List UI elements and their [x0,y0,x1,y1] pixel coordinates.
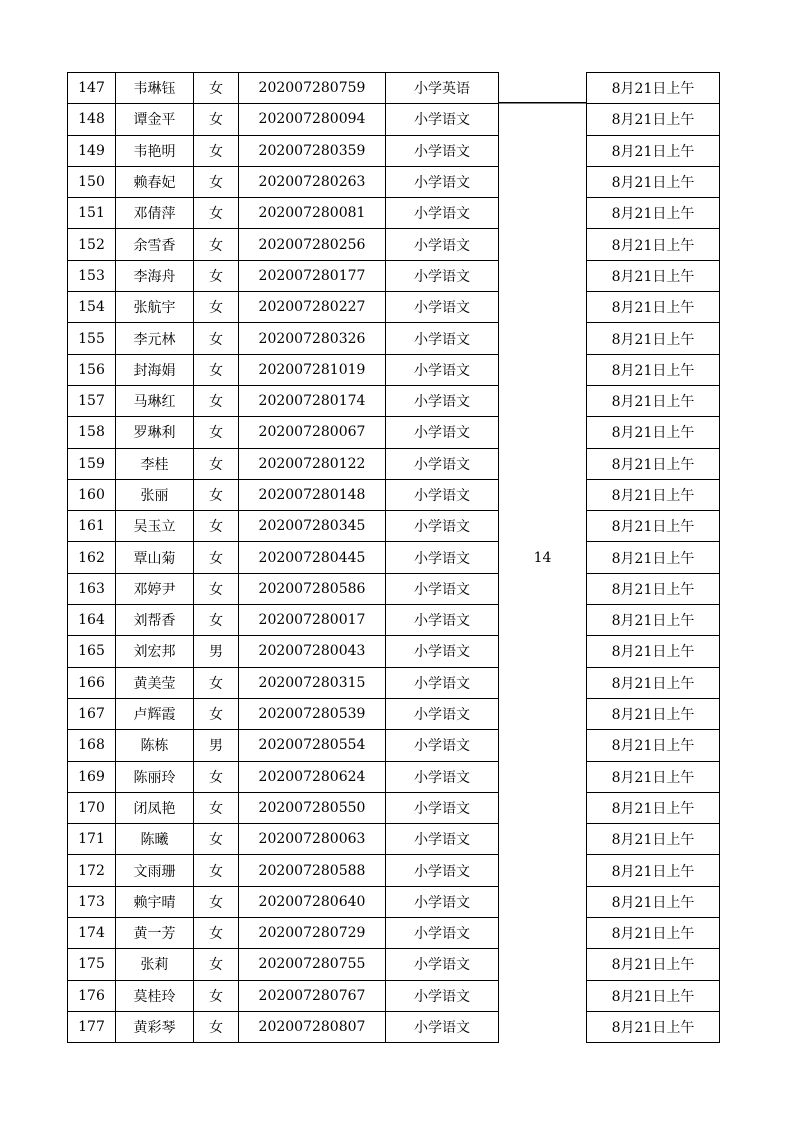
admission-ticket-number: 202007280539 [239,698,386,729]
exam-subject: 小学语文 [386,511,499,542]
candidate-name: 李桂 [116,448,194,479]
table-row [68,135,720,166]
row-number: 148 [68,104,116,135]
row-number: 161 [68,511,116,542]
row-number: 165 [68,636,116,667]
admission-ticket-number: 202007280767 [239,980,386,1011]
candidate-gender: 女 [194,323,239,354]
row-number: 164 [68,605,116,636]
admission-ticket-number: 202007280554 [239,730,386,761]
table-row [68,573,720,604]
exam-time: 8月21日上午 [587,323,720,354]
admission-ticket-number: 202007281019 [239,354,386,385]
admission-ticket-number: 202007280081 [239,198,386,229]
row-number: 168 [68,730,116,761]
admission-ticket-number: 202007280445 [239,542,386,573]
admission-ticket-number: 202007280017 [239,605,386,636]
exam-subject: 小学语文 [386,573,499,604]
candidate-name: 张航宇 [116,292,194,323]
table-row [68,824,720,855]
row-number: 162 [68,542,116,573]
candidate-gender: 女 [194,667,239,698]
candidate-gender: 女 [194,292,239,323]
exam-subject: 小学语文 [386,636,499,667]
row-number: 157 [68,385,116,416]
row-number: 177 [68,1011,116,1042]
exam-time: 8月21日上午 [587,354,720,385]
candidate-gender: 女 [194,166,239,197]
candidate-name: 赖宇晴 [116,886,194,917]
table-row [68,323,720,354]
exam-room-number: 14 [499,73,587,1043]
candidate-gender: 女 [194,573,239,604]
exam-subject: 小学语文 [386,730,499,761]
table-row [68,511,720,542]
admission-ticket-number: 202007280550 [239,792,386,823]
row-number: 163 [68,573,116,604]
row-number: 158 [68,417,116,448]
table-row [68,792,720,823]
candidate-name: 吴玉立 [116,511,194,542]
candidate-name: 陈栋 [116,730,194,761]
admission-ticket-number: 202007280263 [239,166,386,197]
candidate-gender: 女 [194,761,239,792]
exam-subject: 小学语文 [386,698,499,729]
admission-ticket-number: 202007280759 [239,73,386,104]
candidate-gender: 女 [194,260,239,291]
exam-subject: 小学语文 [386,354,499,385]
exam-subject: 小学语文 [386,667,499,698]
exam-roster-table [67,72,720,1043]
candidate-name: 刘宏邦 [116,636,194,667]
candidate-name: 余雪香 [116,229,194,260]
exam-subject: 小学语文 [386,292,499,323]
candidate-gender: 女 [194,886,239,917]
exam-subject: 小学语文 [386,761,499,792]
candidate-name: 黄美莹 [116,667,194,698]
exam-subject: 小学语文 [386,198,499,229]
row-number: 153 [68,260,116,291]
table-row [68,166,720,197]
admission-ticket-number: 202007280807 [239,1011,386,1042]
row-number: 175 [68,949,116,980]
exam-subject: 小学语文 [386,229,499,260]
row-number: 160 [68,479,116,510]
exam-time: 8月21日上午 [587,292,720,323]
row-number: 170 [68,792,116,823]
row-number: 159 [68,448,116,479]
admission-ticket-number: 202007280148 [239,479,386,510]
row-number: 156 [68,354,116,385]
exam-subject: 小学语文 [386,323,499,354]
candidate-gender: 女 [194,104,239,135]
exam-time: 8月21日上午 [587,792,720,823]
admission-ticket-number: 202007280067 [239,417,386,448]
row-number: 149 [68,135,116,166]
candidate-name: 罗琳利 [116,417,194,448]
admission-ticket-number: 202007280586 [239,573,386,604]
exam-time: 8月21日上午 [587,385,720,416]
candidate-gender: 女 [194,949,239,980]
candidate-name: 陈曦 [116,824,194,855]
admission-ticket-number: 202007280624 [239,761,386,792]
admission-ticket-number: 202007280174 [239,385,386,416]
exam-subject: 小学语文 [386,855,499,886]
exam-subject: 小学语文 [386,605,499,636]
candidate-name: 张丽 [116,479,194,510]
candidate-gender: 女 [194,448,239,479]
exam-time: 8月21日上午 [587,730,720,761]
candidate-gender: 女 [194,479,239,510]
candidate-gender: 女 [194,605,239,636]
admission-ticket-number: 202007280345 [239,511,386,542]
exam-time: 8月21日上午 [587,918,720,949]
admission-ticket-number: 202007280227 [239,292,386,323]
candidate-name: 文雨珊 [116,855,194,886]
exam-time: 8月21日上午 [587,667,720,698]
candidate-name: 卢辉霞 [116,698,194,729]
candidate-gender: 女 [194,385,239,416]
admission-ticket-number: 202007280043 [239,636,386,667]
exam-time: 8月21日上午 [587,260,720,291]
table-row [68,542,720,573]
exam-time: 8月21日上午 [587,73,720,104]
admission-ticket-number: 202007280326 [239,323,386,354]
candidate-gender: 女 [194,792,239,823]
table-row [68,198,720,229]
candidate-name: 闭凤艳 [116,792,194,823]
exam-subject: 小学语文 [386,918,499,949]
admission-ticket-number: 202007280640 [239,886,386,917]
candidate-gender: 女 [194,354,239,385]
admission-ticket-number: 202007280755 [239,949,386,980]
table-row [68,1011,720,1042]
table-row [68,667,720,698]
candidate-gender: 女 [194,855,239,886]
exam-time: 8月21日上午 [587,573,720,604]
table-row [68,479,720,510]
candidate-gender: 女 [194,511,239,542]
candidate-name: 赖春妃 [116,166,194,197]
candidate-gender: 女 [194,698,239,729]
exam-subject: 小学语文 [386,1011,499,1042]
row-number: 172 [68,855,116,886]
exam-time: 8月21日上午 [587,886,720,917]
exam-time: 8月21日上午 [587,511,720,542]
exam-subject: 小学语文 [386,385,499,416]
row-number: 152 [68,229,116,260]
candidate-name: 张莉 [116,949,194,980]
table-row [68,886,720,917]
exam-subject: 小学语文 [386,417,499,448]
candidate-gender: 女 [194,918,239,949]
row-number: 150 [68,166,116,197]
exam-subject: 小学语文 [386,542,499,573]
exam-subject: 小学语文 [386,980,499,1011]
candidate-name: 黄一芳 [116,918,194,949]
admission-ticket-number: 202007280063 [239,824,386,855]
table-row [68,354,720,385]
table-row [68,698,720,729]
candidate-name: 韦艳明 [116,135,194,166]
table-row [68,229,720,260]
exam-subject: 小学语文 [386,260,499,291]
row-number: 173 [68,886,116,917]
exam-subject: 小学语文 [386,135,499,166]
candidate-name: 覃山菊 [116,542,194,573]
admission-ticket-number: 202007280177 [239,260,386,291]
exam-time: 8月21日上午 [587,417,720,448]
candidate-name: 邓倩萍 [116,198,194,229]
admission-ticket-number: 202007280256 [239,229,386,260]
exam-time: 8月21日上午 [587,104,720,135]
exam-subject: 小学英语 [386,73,499,104]
exam-time: 8月21日上午 [587,761,720,792]
admission-ticket-number: 202007280729 [239,918,386,949]
exam-subject: 小学语文 [386,792,499,823]
exam-subject: 小学语文 [386,886,499,917]
exam-subject: 小学语文 [386,949,499,980]
table-row [68,448,720,479]
candidate-name: 黄彩琴 [116,1011,194,1042]
row-number: 174 [68,918,116,949]
row-number: 176 [68,980,116,1011]
exam-time: 8月21日上午 [587,824,720,855]
exam-time: 8月21日上午 [587,855,720,886]
candidate-name: 李海舟 [116,260,194,291]
candidate-name: 谭金平 [116,104,194,135]
row-number: 151 [68,198,116,229]
exam-time: 8月21日上午 [587,636,720,667]
admission-ticket-number: 202007280122 [239,448,386,479]
exam-subject: 小学语文 [386,448,499,479]
table-row [68,761,720,792]
admission-ticket-number: 202007280315 [239,667,386,698]
candidate-name: 邓婷尹 [116,573,194,604]
table-row [68,104,720,135]
row-number: 171 [68,824,116,855]
table-row [68,980,720,1011]
table-row [68,605,720,636]
exam-time: 8月21日上午 [587,605,720,636]
candidate-name: 封海娟 [116,354,194,385]
exam-time: 8月21日上午 [587,1011,720,1042]
row-number: 147 [68,73,116,104]
candidate-gender: 女 [194,1011,239,1042]
exam-time: 8月21日上午 [587,542,720,573]
table-row [68,385,720,416]
table-row [68,949,720,980]
exam-time: 8月21日上午 [587,949,720,980]
row-number: 154 [68,292,116,323]
candidate-gender: 女 [194,135,239,166]
exam-subject: 小学语文 [386,824,499,855]
exam-time: 8月21日上午 [587,479,720,510]
exam-time: 8月21日上午 [587,698,720,729]
exam-time: 8月21日上午 [587,198,720,229]
candidate-gender: 女 [194,198,239,229]
row-number: 169 [68,761,116,792]
table-row [68,918,720,949]
table-row [68,855,720,886]
exam-time: 8月21日上午 [587,980,720,1011]
admission-ticket-number: 202007280588 [239,855,386,886]
admission-ticket-number: 202007280094 [239,104,386,135]
exam-time: 8月21日上午 [587,229,720,260]
candidate-name: 陈丽玲 [116,761,194,792]
row-number: 166 [68,667,116,698]
table-row [68,730,720,761]
row-number: 155 [68,323,116,354]
table-row [68,417,720,448]
exam-time: 8月21日上午 [587,135,720,166]
candidate-name: 刘帮香 [116,605,194,636]
candidate-name: 莫桂玲 [116,980,194,1011]
exam-time: 8月21日上午 [587,448,720,479]
table-row [68,73,720,104]
exam-subject: 小学语文 [386,479,499,510]
table-row [68,260,720,291]
exam-subject: 小学语文 [386,104,499,135]
exam-subject: 小学语文 [386,166,499,197]
admission-ticket-number: 202007280359 [239,135,386,166]
exam-time: 8月21日上午 [587,166,720,197]
candidate-name: 马琳红 [116,385,194,416]
candidate-gender: 女 [194,417,239,448]
candidate-name: 李元林 [116,323,194,354]
table-row [68,292,720,323]
candidate-gender: 女 [194,542,239,573]
candidate-name: 韦琳钰 [116,73,194,104]
candidate-gender: 男 [194,636,239,667]
table-row [68,636,720,667]
candidate-gender: 女 [194,824,239,855]
candidate-gender: 女 [194,73,239,104]
roster-body [68,73,720,1043]
candidate-gender: 女 [194,229,239,260]
row-number: 167 [68,698,116,729]
candidate-gender: 男 [194,730,239,761]
candidate-gender: 女 [194,980,239,1011]
